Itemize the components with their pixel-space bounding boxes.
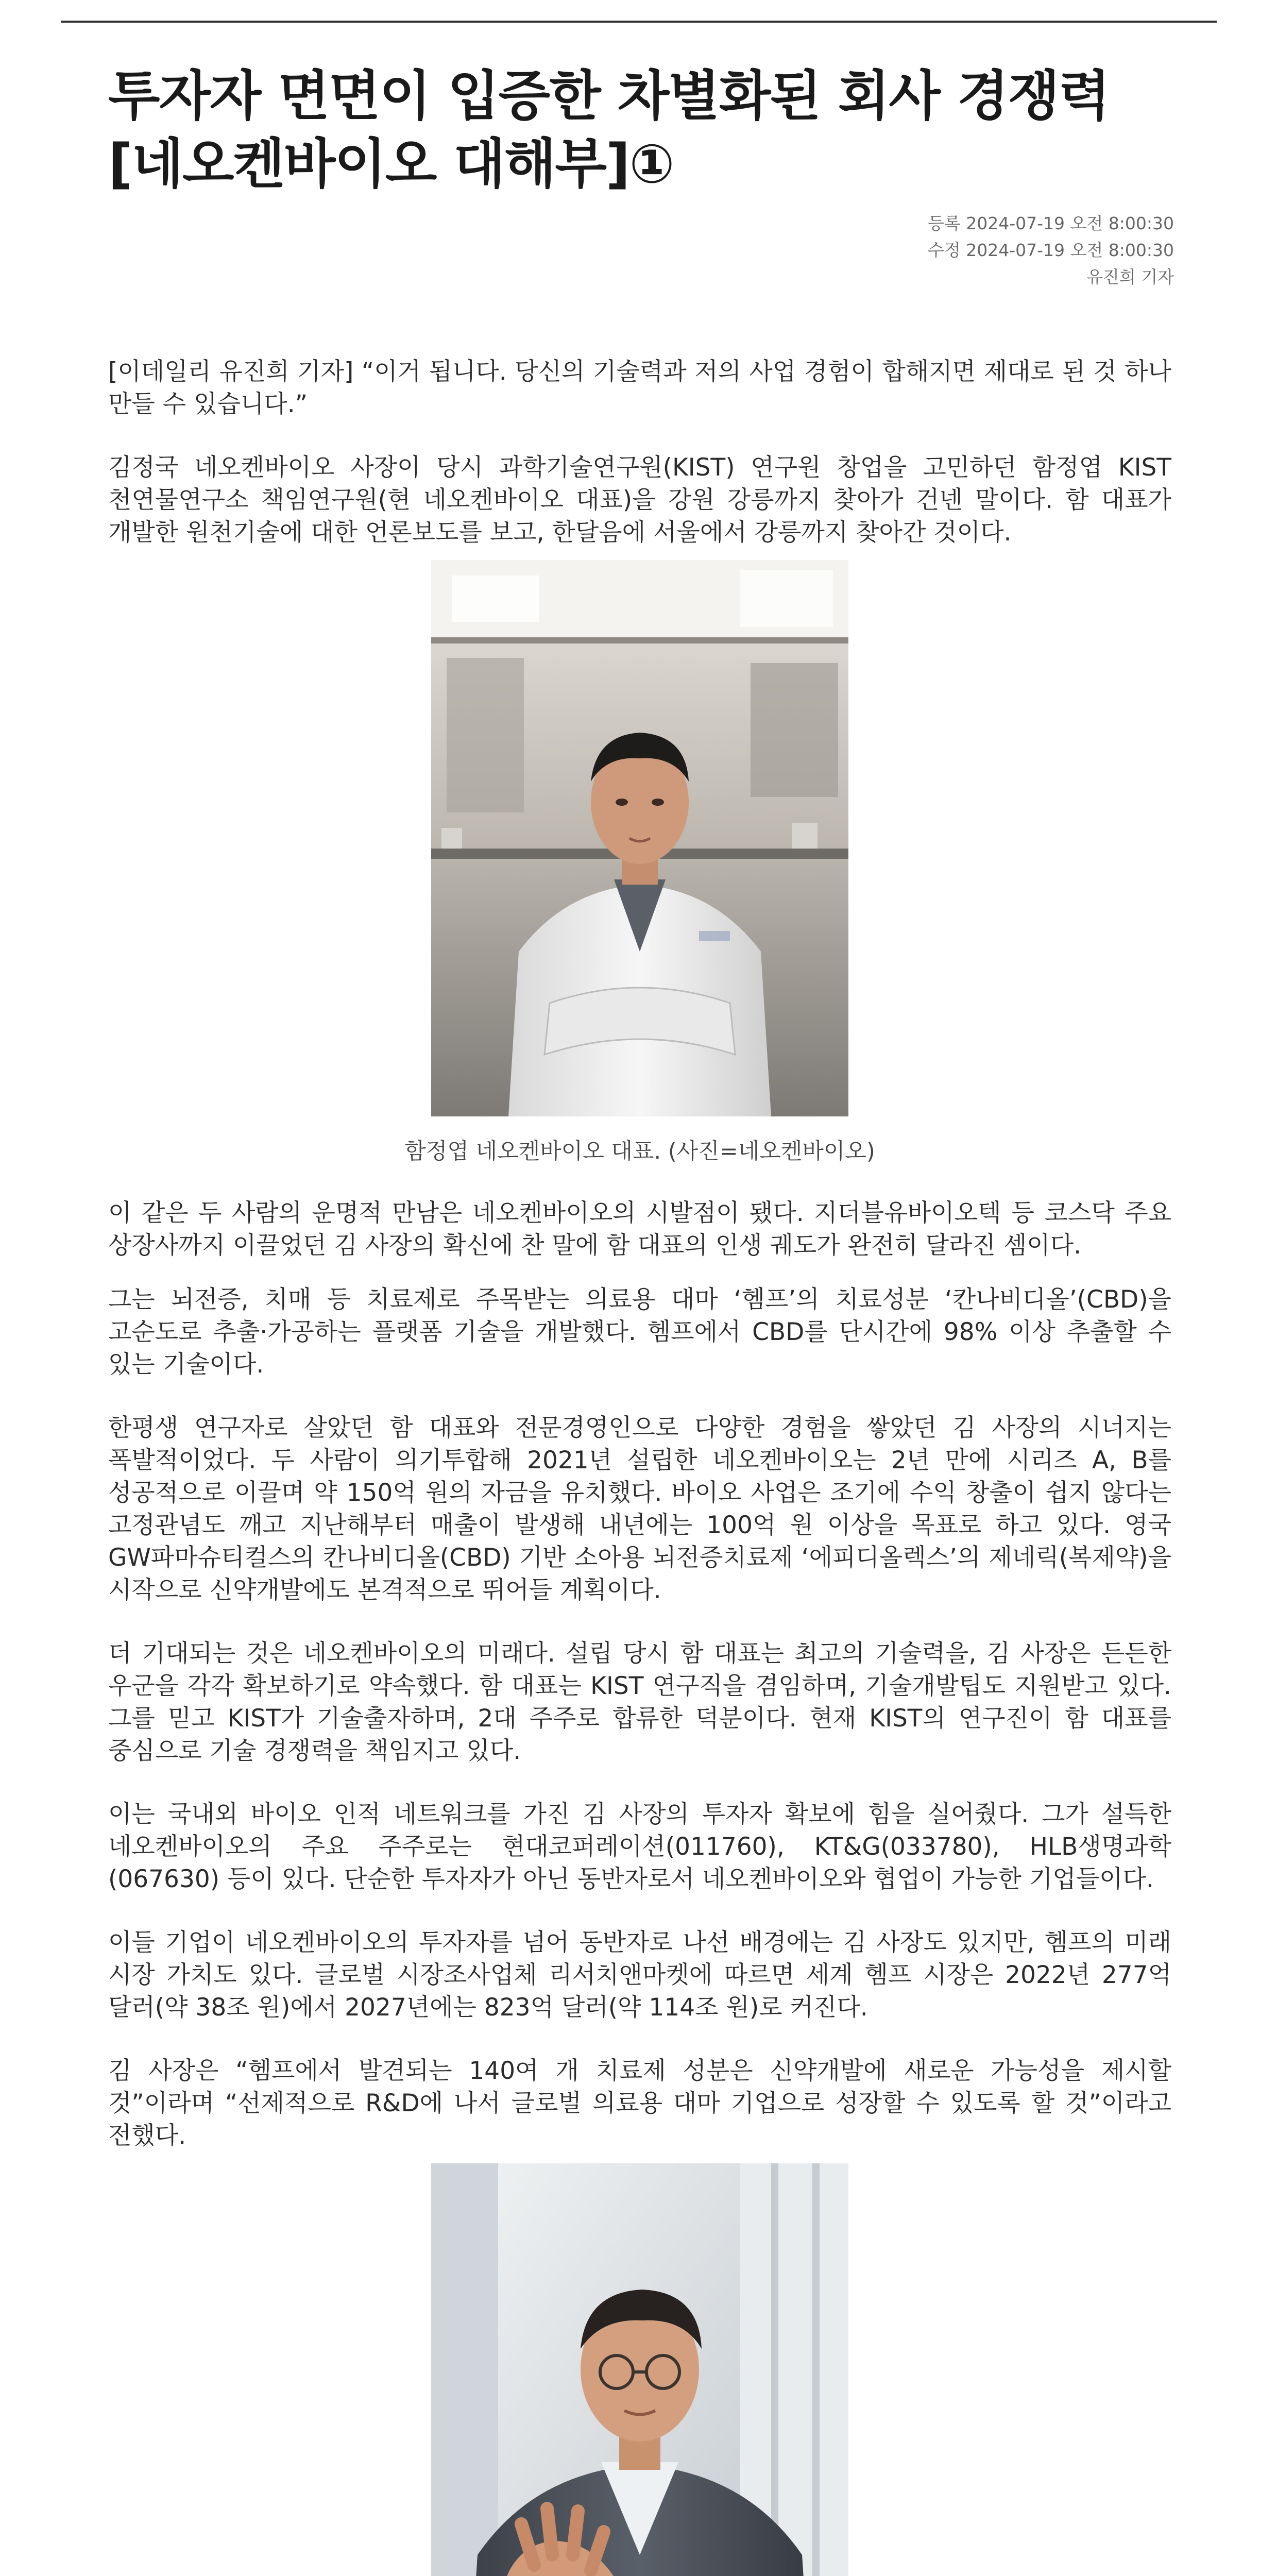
figure-ham <box>108 560 1171 1166</box>
paragraph-2: 김정국 네오켄바이오 사장이 당시 과학기술연구원(KIST) 연구원 창업을 고민하던 함정엽 KIST 천연물연구소 책임연구원(현 네오켄바이오 대표)을 강원 강릉까지 찾아가 건넨 말이다. 함 대표가 개발한 원천기술에 대한 언론보도를 보고, 한달음에 서울에서 강릉까지 찾아간 것이다. <box>108 453 1171 547</box>
paragraph-4: 그는 뇌전증, 치매 등 치료제로 주목받는 의료용 대마 ‘헴프’의 치료성분 ‘칸나비디올’(CBD)을 고순도로 추출·가공하는 플랫폼 기술을 개발했다. 헴프에서 CBD를 단시간에 98% 이상 추출할 수 있는 기술이다. <box>108 1285 1171 1379</box>
paragraph-7: 이는 국내외 바이오 인적 네트워크를 가진 김 사장의 투자자 확보에 힘을 실어줬다. 그가 설득한 네오켄바이오의 주요 주주로는 현대코퍼레이션(011760), KT&G(033780), HLB생명과학(067630) 등이 있다. 단순한 투자자가 아닌 동반자로서 네오켄바이오와 협업이 가능한 기업들이다. <box>108 1800 1171 1893</box>
reporter-name: 유진희 기자 <box>1086 267 1174 287</box>
figure-kim <box>108 2163 1171 2576</box>
paragraph-1: [이데일리 유진희 기자] “이거 됩니다. 당신의 기술력과 저의 사업 경험이 합해지면 제대로 된 것 하나 만들 수 있습니다.” <box>108 358 1171 418</box>
modified-date: 수정 2024-07-19 오전 8:00:30 <box>928 240 1174 260</box>
photo-ham-jeongyeop <box>431 560 848 1116</box>
paragraph-8: 이들 기업이 네오켄바이오의 투자자를 넘어 동반자로 나선 배경에는 김 사장도 있지만, 헴프의 미래 시장 가치도 있다. 글로벌 시장조사업체 리서치앤마켓에 따르면 세계 헴프 시장은 2022년 277억 달러(약 38조 원)에서 2027년에는 823억 달러(약 114조 원)로 커진다. <box>108 1928 1171 2022</box>
title-line-1: 투자자 면면이 입증한 차별화된 회사 경쟁력 <box>108 64 1110 127</box>
title-line-2: [네오켄바이오 대해부]① <box>108 132 674 195</box>
article-meta <box>928 210 1174 291</box>
article-title <box>108 62 1190 198</box>
paragraph-3: 이 같은 두 사람의 운명적 만남은 네오켄바이오의 시발점이 됐다. 지더블유바이오텍 등 코스닥 주요 상장사까지 이끌었던 김 사장의 확신에 찬 말에 함 대표의 인생 궤도가 완전히 달라진 셈이다. <box>108 1199 1171 1260</box>
paragraph-5: 한평생 연구자로 살았던 함 대표와 전문경영인으로 다양한 경험을 쌓았던 김 사장의 시너지는 폭발적이었다. 두 사람이 의기투합해 2021년 설립한 네오켄바이오는 2년 만에 시리즈 A, B를 성공적으로 이끌며 약 150억 원의 자금을 유치했다. 바이오 사업은 조기에 수익 창출이 쉽지 않다는 고정관념도 깨고 지난해부터 매출이 발생해 내년에는 100억 원 이상을 목표로 하고 있다. 영국 GW파마슈티컬스의 칸나비디올(CBD) 기반 소아용 뇌전증치료제 ‘에피디올렉스’의 제네릭(복제약)을 시작으로 신약개발에도 본격적으로 뛰어들 계획이다. <box>108 1414 1171 1604</box>
article-body <box>108 355 1171 2576</box>
photo-kim-jeongguk <box>431 2163 848 2576</box>
caption-photo-1: 함정엽 네오켄바이오 대표. (사진=네오켄바이오) <box>404 1139 875 1164</box>
registered-date: 등록 2024-07-19 오전 8:00:30 <box>928 213 1174 233</box>
paragraph-6: 더 기대되는 것은 네오켄바이오의 미래다. 설립 당시 함 대표는 최고의 기술력을, 김 사장은 든든한 우군을 각각 확보하기로 약속했다. 함 대표는 KIST 연구직을 겸임하며, 기술개발팁도 지원받고 있다. 그를 믿고 KIST가 기술출자하며, 2대 주주로 합류한 덕분이다. 현재 KIST의 연구진이 함 대표를 중심으로 기술 경쟁력을 책임지고 있다. <box>108 1639 1171 1765</box>
top-divider <box>61 21 1217 23</box>
paragraph-9: 김 사장은 “헴프에서 발견되는 140여 개 치료제 성분은 신약개발에 새로운 가능성을 제시할 것”이라며 “선제적으로 R&D에 나서 글로벌 의료용 대마 기업으로 성장할 수 있도록 할 것”이라고 전했다. <box>108 2057 1171 2150</box>
